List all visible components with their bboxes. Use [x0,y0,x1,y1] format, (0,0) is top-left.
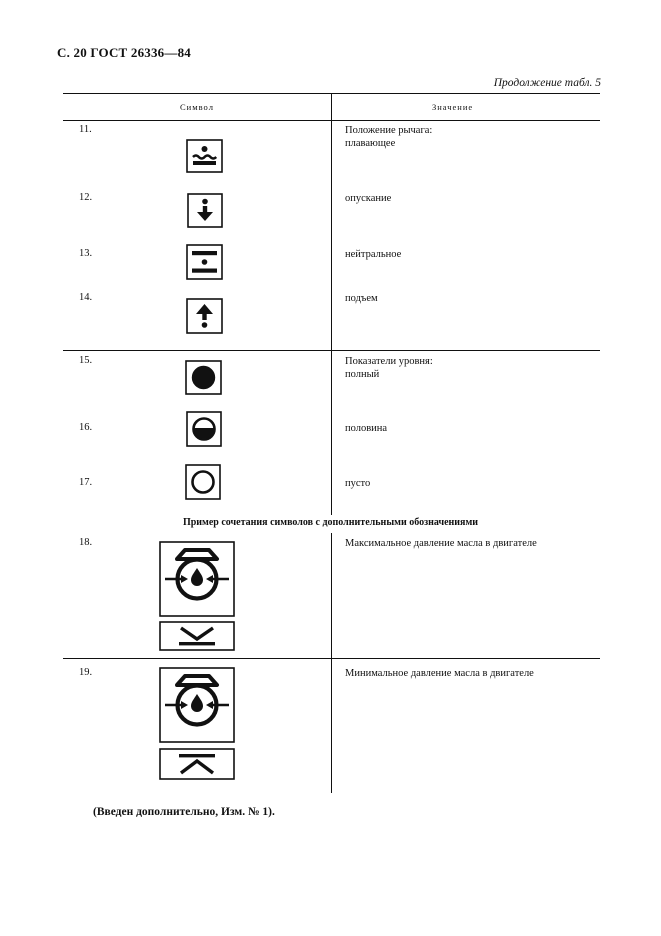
meaning-text: нейтральное [345,249,402,260]
header-column-divider [331,93,332,120]
lever-floating-icon [186,139,223,173]
meaning-text: половина [345,423,388,434]
row-number: 16. [79,422,93,433]
engine-oil-pressure-icon [159,541,235,617]
minimum-marker-icon [159,748,235,780]
column-header-symbol: Символ [180,102,214,112]
amendment-note: (Введен дополнительно, Изм. № 1). [93,806,275,818]
row-number: 17. [79,477,93,488]
meaning-text: полный [345,369,380,380]
column-divider-group1 [331,120,332,350]
table-continuation-note: Продолжение табл. 5 [493,77,601,89]
level-full-icon [185,360,222,395]
meaning-text: опускание [345,193,392,204]
lever-lowering-icon [187,193,223,228]
row-number: 11. [79,124,92,135]
row-number: 14. [79,292,93,303]
maximum-marker-icon [159,621,235,651]
column-divider-row18 [331,533,332,658]
meaning-text: Максимальное давление масла в двигателе [345,538,537,549]
row-number: 13. [79,248,93,259]
column-divider-group2 [331,350,332,515]
meaning-text: плавающее [345,138,396,149]
lever-neutral-icon [186,244,223,280]
column-header-meaning: Значение [432,102,474,112]
group-heading-lever-position: Положение рычага: [345,125,433,136]
column-divider-row19 [331,658,332,793]
lever-raising-icon [186,298,223,334]
meaning-text: Минимальное давление масла в двигателе [345,668,534,679]
level-half-icon [186,411,222,447]
engine-oil-pressure-icon [159,667,235,743]
level-empty-icon [185,464,221,500]
meaning-text: подъем [345,293,378,304]
row-number: 15. [79,355,93,366]
group-heading-level-indicators: Показатели уровня: [345,356,433,367]
row-number: 12. [79,192,93,203]
page-reference: С. 20 ГОСТ 26336—84 [57,45,191,60]
row-number: 19. [79,667,93,678]
example-section-heading: Пример сочетания символов с дополнительными обозначениями [182,517,479,528]
row-number: 18. [79,537,93,548]
meaning-text: пусто [345,478,371,489]
